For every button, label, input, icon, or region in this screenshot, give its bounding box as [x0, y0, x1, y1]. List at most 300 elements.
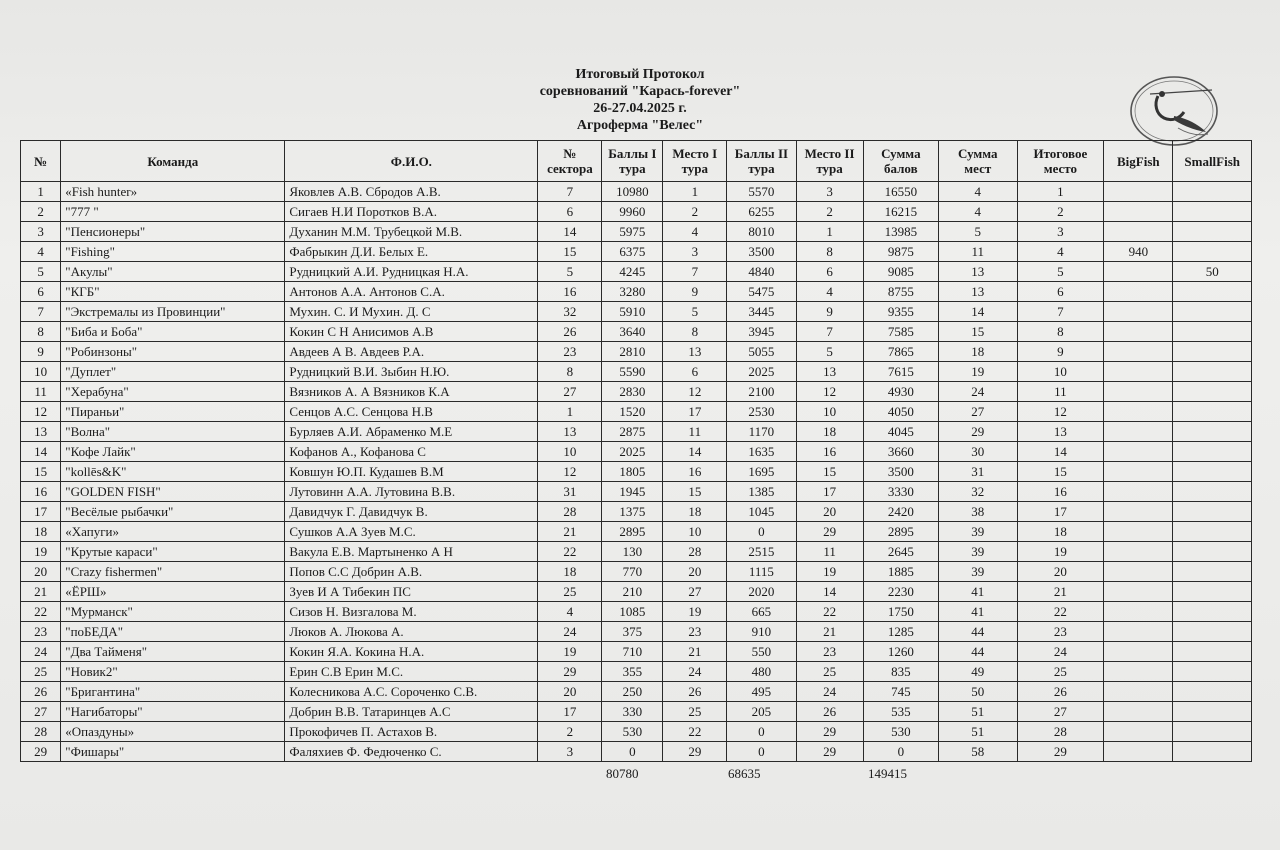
cell-pts2: 1170 [727, 422, 796, 442]
cell-smallfish [1173, 662, 1252, 682]
cell-num: 16 [21, 482, 61, 502]
cell-sum-places: 14 [939, 302, 1017, 322]
cell-sum-pts: 7615 [863, 362, 938, 382]
col-place2: Место II тура [796, 141, 863, 182]
cell-sum-pts: 530 [863, 722, 938, 742]
cell-sum-pts: 16550 [863, 182, 938, 202]
cell-pts1: 4245 [602, 262, 663, 282]
cell-smallfish [1173, 282, 1252, 302]
cell-smallfish [1173, 482, 1252, 502]
cell-place2: 25 [796, 662, 863, 682]
cell-bigfish [1104, 582, 1173, 602]
cell-team: «Хапуги» [61, 522, 285, 542]
cell-smallfish [1173, 442, 1252, 462]
cell-team: "поБЕДА" [61, 622, 285, 642]
col-num: № [21, 141, 61, 182]
results-table [20, 140, 1252, 762]
cell-place1: 3 [663, 242, 727, 262]
cell-pts2: 5055 [727, 342, 796, 362]
cell-smallfish [1173, 362, 1252, 382]
col-pts1: Баллы I тура [602, 141, 663, 182]
cell-num: 20 [21, 562, 61, 582]
cell-final: 3 [1017, 222, 1104, 242]
table-row [21, 442, 1252, 462]
cell-pts1: 130 [602, 542, 663, 562]
cell-sector: 29 [538, 662, 602, 682]
cell-sum-pts: 3660 [863, 442, 938, 462]
cell-sector: 19 [538, 642, 602, 662]
cell-place2: 10 [796, 402, 863, 422]
cell-sum-pts: 1885 [863, 562, 938, 582]
cell-pts1: 375 [602, 622, 663, 642]
cell-place1: 23 [663, 622, 727, 642]
cell-pts2: 2530 [727, 402, 796, 422]
col-team: Команда [61, 141, 285, 182]
cell-smallfish [1173, 562, 1252, 582]
table-row [21, 382, 1252, 402]
cell-bigfish [1104, 442, 1173, 462]
cell-place1: 15 [663, 482, 727, 502]
cell-pts1: 0 [602, 742, 663, 762]
table-row [21, 722, 1252, 742]
cell-final: 4 [1017, 242, 1104, 262]
col-bigfish: BigFish [1104, 141, 1173, 182]
cell-pts2: 910 [727, 622, 796, 642]
cell-sector: 21 [538, 522, 602, 542]
cell-pts1: 5975 [602, 222, 663, 242]
cell-team: "Бригантина" [61, 682, 285, 702]
cell-num: 7 [21, 302, 61, 322]
cell-pts2: 8010 [727, 222, 796, 242]
cell-bigfish [1104, 502, 1173, 522]
cell-final: 29 [1017, 742, 1104, 762]
cell-team: "Кофе Лайк" [61, 442, 285, 462]
cell-smallfish [1173, 242, 1252, 262]
cell-place1: 26 [663, 682, 727, 702]
cell-names: Фаляхиев Ф. Федюченко С. [285, 742, 538, 762]
cell-bigfish [1104, 562, 1173, 582]
cell-place2: 23 [796, 642, 863, 662]
col-sum-pts: Сумма балов [863, 141, 938, 182]
cell-place1: 27 [663, 582, 727, 602]
cell-place2: 24 [796, 682, 863, 702]
cell-sum-places: 51 [939, 722, 1017, 742]
total-sum-pts: 149415 [868, 766, 907, 781]
col-final: Итоговое место [1017, 141, 1104, 182]
cell-sector: 17 [538, 702, 602, 722]
cell-team: "Весёлые рыбачки" [61, 502, 285, 522]
cell-names: Антонов А.А. Антонов С.А. [285, 282, 538, 302]
cell-bigfish [1104, 602, 1173, 622]
cell-pts2: 3945 [727, 322, 796, 342]
cell-names: Кокин Я.А. Кокина Н.А. [285, 642, 538, 662]
cell-sum-pts: 7865 [863, 342, 938, 362]
cell-smallfish [1173, 502, 1252, 522]
col-place1: Место I тура [663, 141, 727, 182]
cell-place2: 1 [796, 222, 863, 242]
cell-sum-places: 39 [939, 562, 1017, 582]
cell-pts1: 3640 [602, 322, 663, 342]
cell-place1: 24 [663, 662, 727, 682]
cell-sum-pts: 3500 [863, 462, 938, 482]
cell-final: 17 [1017, 502, 1104, 522]
cell-bigfish [1104, 302, 1173, 322]
table-row [21, 282, 1252, 302]
cell-place1: 14 [663, 442, 727, 462]
cell-place2: 29 [796, 742, 863, 762]
cell-place2: 12 [796, 382, 863, 402]
cell-sum-pts: 535 [863, 702, 938, 722]
cell-place2: 8 [796, 242, 863, 262]
cell-place2: 6 [796, 262, 863, 282]
cell-smallfish [1173, 722, 1252, 742]
cell-names: Кофанов А., Кофанова С [285, 442, 538, 462]
cell-sum-places: 44 [939, 622, 1017, 642]
fishing-logo-icon [1128, 74, 1220, 148]
cell-num: 3 [21, 222, 61, 242]
cell-team: "КГБ" [61, 282, 285, 302]
cell-sector: 2 [538, 722, 602, 742]
table-row [21, 202, 1252, 222]
cell-sum-places: 4 [939, 182, 1017, 202]
cell-smallfish [1173, 622, 1252, 642]
cell-sum-places: 27 [939, 402, 1017, 422]
cell-place2: 15 [796, 462, 863, 482]
cell-place1: 5 [663, 302, 727, 322]
cell-pts2: 2025 [727, 362, 796, 382]
cell-bigfish [1104, 482, 1173, 502]
cell-final: 20 [1017, 562, 1104, 582]
cell-names: Колесникова А.С. Сороченко С.В. [285, 682, 538, 702]
cell-sector: 32 [538, 302, 602, 322]
cell-sector: 1 [538, 402, 602, 422]
cell-final: 1 [1017, 182, 1104, 202]
cell-sum-pts: 4930 [863, 382, 938, 402]
cell-smallfish [1173, 422, 1252, 442]
cell-final: 18 [1017, 522, 1104, 542]
cell-place1: 6 [663, 362, 727, 382]
cell-bigfish [1104, 702, 1173, 722]
cell-sum-pts: 1260 [863, 642, 938, 662]
cell-pts1: 2025 [602, 442, 663, 462]
cell-pts2: 495 [727, 682, 796, 702]
cell-place1: 4 [663, 222, 727, 242]
cell-bigfish [1104, 662, 1173, 682]
table-row [21, 222, 1252, 242]
cell-final: 26 [1017, 682, 1104, 702]
cell-sum-pts: 8755 [863, 282, 938, 302]
table-row [21, 522, 1252, 542]
cell-sum-places: 13 [939, 262, 1017, 282]
cell-names: Попов С.С Добрин А.В. [285, 562, 538, 582]
cell-place1: 13 [663, 342, 727, 362]
table-row [21, 302, 1252, 322]
cell-sum-pts: 2645 [863, 542, 938, 562]
cell-smallfish [1173, 402, 1252, 422]
cell-final: 14 [1017, 442, 1104, 462]
cell-sum-places: 38 [939, 502, 1017, 522]
cell-place2: 16 [796, 442, 863, 462]
cell-final: 2 [1017, 202, 1104, 222]
cell-sector: 24 [538, 622, 602, 642]
cell-sum-places: 19 [939, 362, 1017, 382]
cell-sector: 28 [538, 502, 602, 522]
cell-sector: 31 [538, 482, 602, 502]
cell-final: 19 [1017, 542, 1104, 562]
table-row [21, 742, 1252, 762]
cell-place1: 9 [663, 282, 727, 302]
cell-pts1: 2810 [602, 342, 663, 362]
cell-smallfish [1173, 302, 1252, 322]
cell-num: 25 [21, 662, 61, 682]
cell-place2: 21 [796, 622, 863, 642]
cell-pts2: 2515 [727, 542, 796, 562]
cell-sum-places: 29 [939, 422, 1017, 442]
cell-names: Духанин М.М. Трубецкой М.В. [285, 222, 538, 242]
cell-team: "777 " [61, 202, 285, 222]
cell-pts1: 710 [602, 642, 663, 662]
total-pts2: 68635 [728, 766, 761, 781]
cell-smallfish [1173, 522, 1252, 542]
table-row [21, 682, 1252, 702]
cell-sum-places: 41 [939, 602, 1017, 622]
cell-bigfish [1104, 522, 1173, 542]
cell-sum-places: 15 [939, 322, 1017, 342]
cell-sum-places: 18 [939, 342, 1017, 362]
cell-sum-pts: 9875 [863, 242, 938, 262]
cell-bigfish [1104, 462, 1173, 482]
table-row [21, 262, 1252, 282]
cell-final: 23 [1017, 622, 1104, 642]
cell-team: "Фишары" [61, 742, 285, 762]
cell-place2: 29 [796, 722, 863, 742]
cell-sector: 7 [538, 182, 602, 202]
cell-pts1: 10980 [602, 182, 663, 202]
cell-place1: 7 [663, 262, 727, 282]
cell-final: 6 [1017, 282, 1104, 302]
title-line-3: 26-27.04.2025 г. [593, 101, 687, 116]
cell-num: 26 [21, 682, 61, 702]
cell-place2: 29 [796, 522, 863, 542]
table-row [21, 542, 1252, 562]
title-line-2: соревнований "Карась-forever" [539, 84, 741, 99]
cell-sum-pts: 3330 [863, 482, 938, 502]
cell-bigfish [1104, 182, 1173, 202]
cell-place2: 3 [796, 182, 863, 202]
cell-place1: 22 [663, 722, 727, 742]
cell-pts2: 1385 [727, 482, 796, 502]
table-row [21, 502, 1252, 522]
cell-pts1: 5590 [602, 362, 663, 382]
cell-pts1: 770 [602, 562, 663, 582]
table-row [21, 482, 1252, 502]
table-row [21, 662, 1252, 682]
cell-num: 8 [21, 322, 61, 342]
cell-sector: 16 [538, 282, 602, 302]
cell-final: 10 [1017, 362, 1104, 382]
cell-bigfish [1104, 202, 1173, 222]
cell-place1: 16 [663, 462, 727, 482]
cell-sum-places: 41 [939, 582, 1017, 602]
cell-num: 6 [21, 282, 61, 302]
cell-sector: 8 [538, 362, 602, 382]
cell-names: Ковшун Ю.П. Кудашев В.М [285, 462, 538, 482]
table-row [21, 402, 1252, 422]
cell-num: 19 [21, 542, 61, 562]
cell-bigfish [1104, 282, 1173, 302]
cell-sector: 10 [538, 442, 602, 462]
cell-sum-places: 31 [939, 462, 1017, 482]
cell-final: 7 [1017, 302, 1104, 322]
cell-sum-places: 51 [939, 702, 1017, 722]
title-line-4: Агроферма "Велес" [576, 118, 704, 133]
cell-pts1: 1375 [602, 502, 663, 522]
cell-team: "Два Тайменя" [61, 642, 285, 662]
cell-smallfish [1173, 322, 1252, 342]
cell-names: Рудницкий В.И. Зыбин Н.Ю. [285, 362, 538, 382]
cell-sector: 20 [538, 682, 602, 702]
cell-sector: 25 [538, 582, 602, 602]
table-row [21, 622, 1252, 642]
col-sum-places: Сумма мест [939, 141, 1017, 182]
cell-sum-places: 13 [939, 282, 1017, 302]
cell-pts2: 4840 [727, 262, 796, 282]
cell-place2: 2 [796, 202, 863, 222]
cell-names: Давидчук Г. Давидчук В. [285, 502, 538, 522]
cell-bigfish [1104, 322, 1173, 342]
table-row [21, 702, 1252, 722]
cell-sum-pts: 2420 [863, 502, 938, 522]
table-row [21, 322, 1252, 342]
cell-place1: 19 [663, 602, 727, 622]
cell-team: "Нагибаторы" [61, 702, 285, 722]
table-row [21, 642, 1252, 662]
cell-names: Люков А. Люкова А. [285, 622, 538, 642]
cell-names: Лутовинн А.А. Лутовина В.В. [285, 482, 538, 502]
cell-place1: 25 [663, 702, 727, 722]
table-row [21, 342, 1252, 362]
cell-place1: 1 [663, 182, 727, 202]
cell-bigfish [1104, 742, 1173, 762]
cell-pts1: 1520 [602, 402, 663, 422]
cell-pts1: 6375 [602, 242, 663, 262]
protocol-title [440, 66, 840, 134]
cell-sum-pts: 2895 [863, 522, 938, 542]
cell-place2: 19 [796, 562, 863, 582]
cell-pts1: 3280 [602, 282, 663, 302]
cell-sum-pts: 16215 [863, 202, 938, 222]
cell-pts2: 0 [727, 522, 796, 542]
table-row [21, 182, 1252, 202]
cell-names: Добрин В.В. Татаринцев А.С [285, 702, 538, 722]
cell-final: 25 [1017, 662, 1104, 682]
cell-final: 15 [1017, 462, 1104, 482]
cell-sum-pts: 2230 [863, 582, 938, 602]
cell-place2: 17 [796, 482, 863, 502]
cell-num: 1 [21, 182, 61, 202]
cell-sum-pts: 1750 [863, 602, 938, 622]
cell-place2: 26 [796, 702, 863, 722]
cell-pts1: 355 [602, 662, 663, 682]
cell-team: "Акулы" [61, 262, 285, 282]
cell-sector: 3 [538, 742, 602, 762]
cell-place1: 10 [663, 522, 727, 542]
cell-bigfish [1104, 422, 1173, 442]
col-smallfish: SmallFish [1173, 141, 1252, 182]
cell-place2: 13 [796, 362, 863, 382]
cell-smallfish [1173, 222, 1252, 242]
table-row [21, 582, 1252, 602]
cell-num: 27 [21, 702, 61, 722]
cell-place1: 21 [663, 642, 727, 662]
cell-team: "Crazy fishermen" [61, 562, 285, 582]
cell-final: 8 [1017, 322, 1104, 342]
cell-num: 22 [21, 602, 61, 622]
cell-sum-places: 49 [939, 662, 1017, 682]
cell-smallfish [1173, 382, 1252, 402]
cell-num: 2 [21, 202, 61, 222]
cell-names: Прокофичев П. Астахов В. [285, 722, 538, 742]
cell-final: 27 [1017, 702, 1104, 722]
cell-num: 24 [21, 642, 61, 662]
cell-team: "kollēs&K" [61, 462, 285, 482]
cell-bigfish [1104, 682, 1173, 702]
cell-final: 11 [1017, 382, 1104, 402]
cell-pts2: 5570 [727, 182, 796, 202]
cell-num: 13 [21, 422, 61, 442]
cell-smallfish [1173, 742, 1252, 762]
cell-num: 9 [21, 342, 61, 362]
cell-num: 10 [21, 362, 61, 382]
cell-smallfish [1173, 182, 1252, 202]
cell-sector: 14 [538, 222, 602, 242]
title-line-1: Итоговый Протокол [575, 67, 705, 82]
cell-pts2: 1115 [727, 562, 796, 582]
cell-place1: 2 [663, 202, 727, 222]
cell-sum-places: 44 [939, 642, 1017, 662]
table-row [21, 562, 1252, 582]
cell-names: Мухин. С. И Мухин. Д. С [285, 302, 538, 322]
cell-names: Кокин С Н Анисимов А.В [285, 322, 538, 342]
cell-pts1: 5910 [602, 302, 663, 322]
cell-names: Фабрыкин Д.И. Белых Е. [285, 242, 538, 262]
table-row [21, 422, 1252, 442]
cell-pts1: 210 [602, 582, 663, 602]
cell-names: Вязников А. А Вязников К.А [285, 382, 538, 402]
table-header-row [21, 141, 1252, 182]
cell-bigfish [1104, 622, 1173, 642]
cell-place2: 9 [796, 302, 863, 322]
col-sector: № сектора [538, 141, 602, 182]
cell-sum-places: 24 [939, 382, 1017, 402]
cell-place1: 28 [663, 542, 727, 562]
cell-smallfish [1173, 702, 1252, 722]
cell-sum-places: 5 [939, 222, 1017, 242]
cell-smallfish [1173, 602, 1252, 622]
cell-place2: 14 [796, 582, 863, 602]
cell-team: "GOLDEN FISH" [61, 482, 285, 502]
cell-sum-pts: 9085 [863, 262, 938, 282]
cell-names: Сигаев Н.И Поротков В.А. [285, 202, 538, 222]
cell-bigfish [1104, 382, 1173, 402]
cell-sector: 27 [538, 382, 602, 402]
cell-place2: 11 [796, 542, 863, 562]
cell-final: 24 [1017, 642, 1104, 662]
cell-pts2: 0 [727, 742, 796, 762]
cell-pts1: 250 [602, 682, 663, 702]
cell-team: "Херабуна" [61, 382, 285, 402]
cell-sum-pts: 835 [863, 662, 938, 682]
